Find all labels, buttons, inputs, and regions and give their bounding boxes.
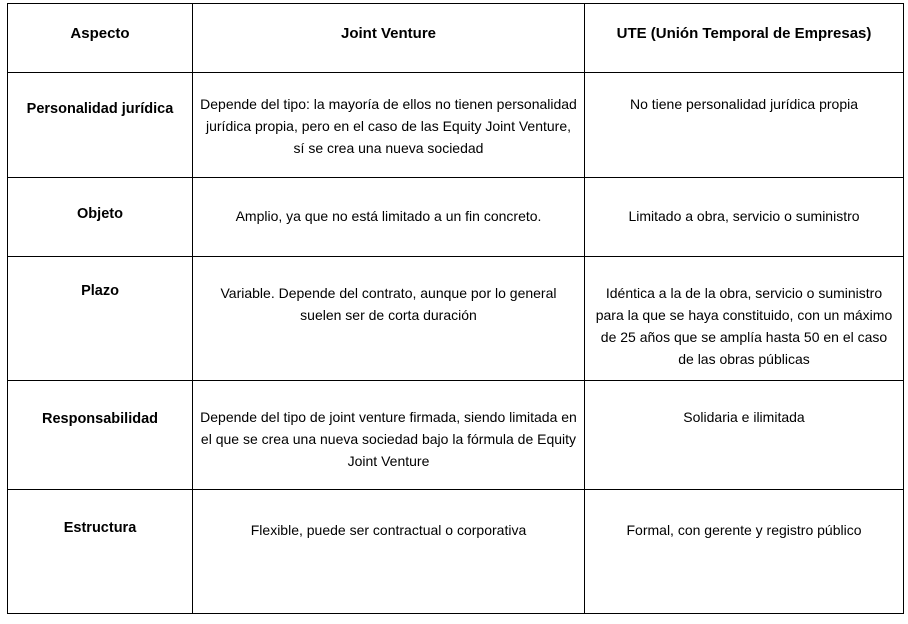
row-aspect-cell (8, 257, 193, 381)
row-joint-venture-cell (193, 490, 585, 614)
row-ute-cell (585, 178, 904, 257)
row-joint-venture-cell (193, 381, 585, 490)
row-ute-cell (585, 257, 904, 381)
column-header-aspecto-label: Aspecto (70, 25, 130, 42)
row-ute-text: No tiene personalidad jurídica propia (629, 96, 859, 112)
row-joint-venture-cell (193, 73, 585, 178)
table-body (8, 73, 904, 614)
row-aspect-cell (8, 73, 193, 178)
comparison-table (7, 3, 904, 614)
table-row (8, 178, 904, 257)
row-joint-venture-text: Amplio, ya que no está limitado a un fin concreto. (235, 208, 542, 224)
row-ute-text: Solidaria e ilimitada (683, 409, 805, 425)
table-row (8, 490, 904, 614)
row-joint-venture-cell (193, 257, 585, 381)
column-header-joint-venture (193, 4, 585, 73)
table-row (8, 381, 904, 490)
row-ute-text: Formal, con gerente y registro público (626, 522, 862, 538)
row-aspect-cell (8, 490, 193, 614)
row-aspect-label: Responsabilidad (41, 411, 159, 427)
row-ute-cell (585, 490, 904, 614)
row-joint-venture-cell (193, 178, 585, 257)
row-joint-venture-text: Flexible, puede ser contractual o corporativa (250, 522, 527, 538)
table-row (8, 73, 904, 178)
row-aspect-label: Estructura (63, 520, 137, 536)
row-aspect-label: Personalidad jurídica (26, 101, 174, 117)
table-header-row (8, 4, 904, 73)
row-ute-cell (585, 73, 904, 178)
row-ute-text: Limitado a obra, servicio o suministro (628, 208, 860, 224)
row-ute-text: Idéntica a la de la obra, servicio o suministro para la que se haya constituido, con un máximo de 25 años que se amplía hasta 50 en el caso de las obras públicas (595, 285, 893, 367)
column-header-joint-venture-label: Joint Venture (340, 25, 437, 42)
row-ute-cell (585, 381, 904, 490)
row-aspect-label: Plazo (81, 283, 119, 299)
row-joint-venture-text: Variable. Depende del contrato, aunque por lo general suelen ser de corta duración (220, 285, 557, 323)
table-header (8, 4, 904, 73)
table-row (8, 257, 904, 381)
row-aspect-cell (8, 178, 193, 257)
column-header-aspecto (8, 4, 193, 73)
column-header-ute-label: UTE (Unión Temporal de Empresas) (616, 25, 872, 42)
row-joint-venture-text: Depende del tipo: la mayoría de ellos no tienen personalidad jurídica propia, pero en el caso de las Equity Joint Venture, sí se crea una nueva sociedad (200, 96, 577, 156)
row-aspect-label: Objeto (77, 206, 123, 222)
column-header-ute (585, 4, 904, 73)
row-aspect-cell (8, 381, 193, 490)
row-joint-venture-text: Depende del tipo de joint venture firmada, siendo limitada en el que se crea una nueva sociedad bajo la fórmula de Equity Joint Venture (200, 409, 577, 469)
